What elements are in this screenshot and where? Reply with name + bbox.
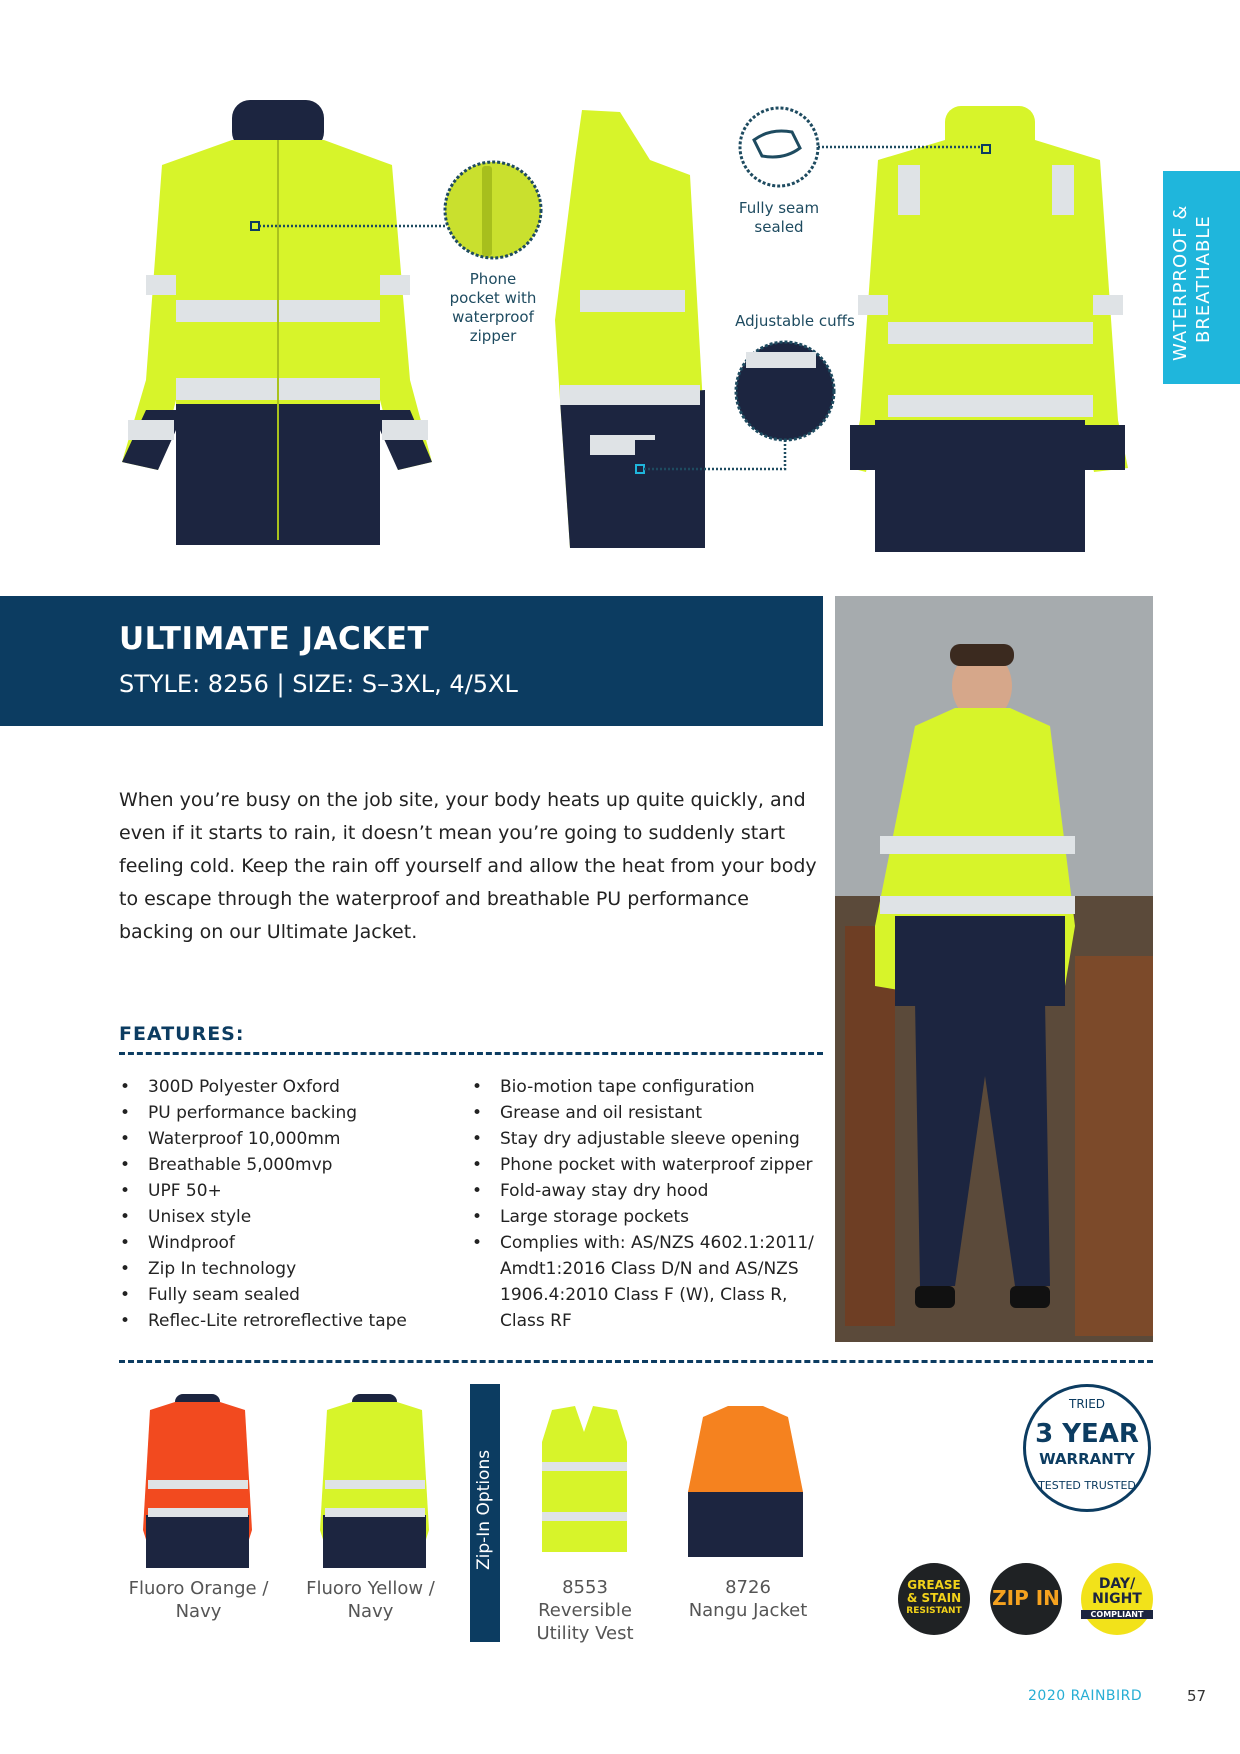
feature-item: • Bio-motion tape configuration xyxy=(471,1074,823,1100)
option-label-yellow xyxy=(288,1577,453,1623)
callout-line: zipper xyxy=(469,327,517,345)
feature-item: • Stay dry adjustable sleeve opening xyxy=(471,1126,823,1152)
nangu-jacket-thumbnail xyxy=(683,1402,808,1562)
feature-item: • Breathable 5,000mvp xyxy=(119,1152,449,1178)
feature-item: • Grease and oil resistant xyxy=(471,1100,823,1126)
jacket-side-view xyxy=(555,110,705,548)
option-label-line: Navy xyxy=(347,1601,394,1622)
callout-line: Fully seam xyxy=(738,199,820,217)
page-number: 57 xyxy=(1187,1687,1207,1705)
product-title: ULTIMATE JACKET xyxy=(119,621,430,657)
badge-line: & STAIN xyxy=(906,1591,962,1605)
warranty-years: 3 YEAR xyxy=(1035,1419,1139,1449)
options-divider xyxy=(119,1360,1153,1363)
feature-item: • 300D Polyester Oxford xyxy=(119,1074,449,1100)
option-label-line: Reversible xyxy=(538,1600,632,1621)
feature-item: • Fold-away stay dry hood xyxy=(471,1178,823,1204)
features-divider xyxy=(119,1052,823,1055)
badge-line: COMPLIANT xyxy=(1081,1610,1153,1619)
feature-item: • Reflec-Lite retroreflective tape xyxy=(119,1308,449,1334)
badge-line: ZIP IN xyxy=(992,1586,1060,1610)
option-label-line: 8553 xyxy=(562,1577,608,1598)
jacket-hero-illustrations xyxy=(0,0,1240,590)
option-label-line: Fluoro Orange / xyxy=(128,1578,269,1599)
jacket-front-view xyxy=(122,100,432,545)
product-title-band xyxy=(0,596,823,726)
jacket-back-view xyxy=(850,106,1128,552)
feature-item: • Zip In technology xyxy=(119,1256,449,1282)
feature-item: • UPF 50+ xyxy=(119,1178,449,1204)
option-label-vest xyxy=(520,1576,650,1645)
features-heading: FEATURES: xyxy=(119,1023,245,1045)
zip-in-title: Zip-In Options xyxy=(474,1449,494,1570)
category-side-tab xyxy=(1163,171,1240,384)
badge-line: DAY/ xyxy=(1098,1576,1136,1592)
feature-item: • Windproof xyxy=(119,1230,449,1256)
zip-in-badge xyxy=(990,1563,1062,1635)
side-tab-line: WATERPROOF & xyxy=(1170,204,1191,361)
feature-item: • Fully seam sealed xyxy=(119,1282,449,1308)
option-label-line: Nangu Jacket xyxy=(688,1600,808,1621)
features-list-right xyxy=(471,1074,823,1334)
option-label-nangu xyxy=(678,1576,818,1622)
feature-item: • Complies with: AS/NZS 4602.1:2011/ Amdt1:2016 Class D/N and AS/NZS 1906.4:2010 Class F (W), Class R, Class RF xyxy=(471,1230,823,1334)
callout-line: pocket with xyxy=(449,289,537,307)
zip-in-options-bar xyxy=(470,1384,500,1642)
option-label-line: Navy xyxy=(175,1601,222,1622)
warranty-bottom-text: TESTED TRUSTED xyxy=(1038,1479,1136,1492)
callout-line: Phone xyxy=(469,270,517,288)
grease-stain-badge xyxy=(898,1563,970,1635)
product-description: When you’re busy on the job site, your body heats up quite quickly, and even if it starts to rain, it doesn’t mean you’re going to suddenly start feeling cold. Keep the rain off yourself and allow the heat from your body to escape through the waterproof and breathable PU performance backing on our Ultimate Jacket. xyxy=(119,789,817,943)
callout-line: sealed xyxy=(754,218,804,236)
callout-line: waterproof xyxy=(452,308,534,326)
day-night-badge xyxy=(1081,1563,1153,1635)
option-label-line: Fluoro Yellow / xyxy=(306,1578,435,1599)
model-photo xyxy=(835,596,1153,1342)
feature-item: • Phone pocket with waterproof zipper xyxy=(471,1152,823,1178)
badge-line: RESISTANT xyxy=(906,1606,962,1616)
product-subtitle: STYLE: 8256 | SIZE: S–3XL, 4/5XL xyxy=(119,670,518,698)
badge-line: GREASE xyxy=(907,1578,961,1592)
vest-thumbnail xyxy=(537,1402,632,1557)
feature-item: • Waterproof 10,000mm xyxy=(119,1126,449,1152)
feature-item: • Unisex style xyxy=(119,1204,449,1230)
option-label-line: Utility Vest xyxy=(536,1623,634,1644)
option-label-line: 8726 xyxy=(725,1577,771,1598)
callout-adjustable-cuffs-text: Adjustable cuffs xyxy=(735,312,855,330)
warranty-top-text: TRIED xyxy=(1068,1397,1106,1411)
feature-item: • Large storage pockets xyxy=(471,1204,823,1230)
warranty-label: WARRANTY xyxy=(1039,1450,1135,1468)
callout-seam-sealed-text xyxy=(729,199,829,237)
badge-line: NIGHT xyxy=(1092,1591,1142,1607)
orange-jacket-thumbnail xyxy=(130,1390,265,1570)
feature-item: • PU performance backing xyxy=(119,1100,449,1126)
option-label-orange xyxy=(116,1577,281,1623)
side-tab-line: BREATHABLE xyxy=(1193,215,1214,343)
footer-brand: 2020 RAINBIRD xyxy=(1028,1688,1143,1704)
warranty-badge xyxy=(1023,1384,1151,1512)
callout-phone-pocket-text xyxy=(438,270,548,346)
yellow-jacket-thumbnail xyxy=(307,1390,442,1570)
features-list-left xyxy=(119,1074,449,1334)
